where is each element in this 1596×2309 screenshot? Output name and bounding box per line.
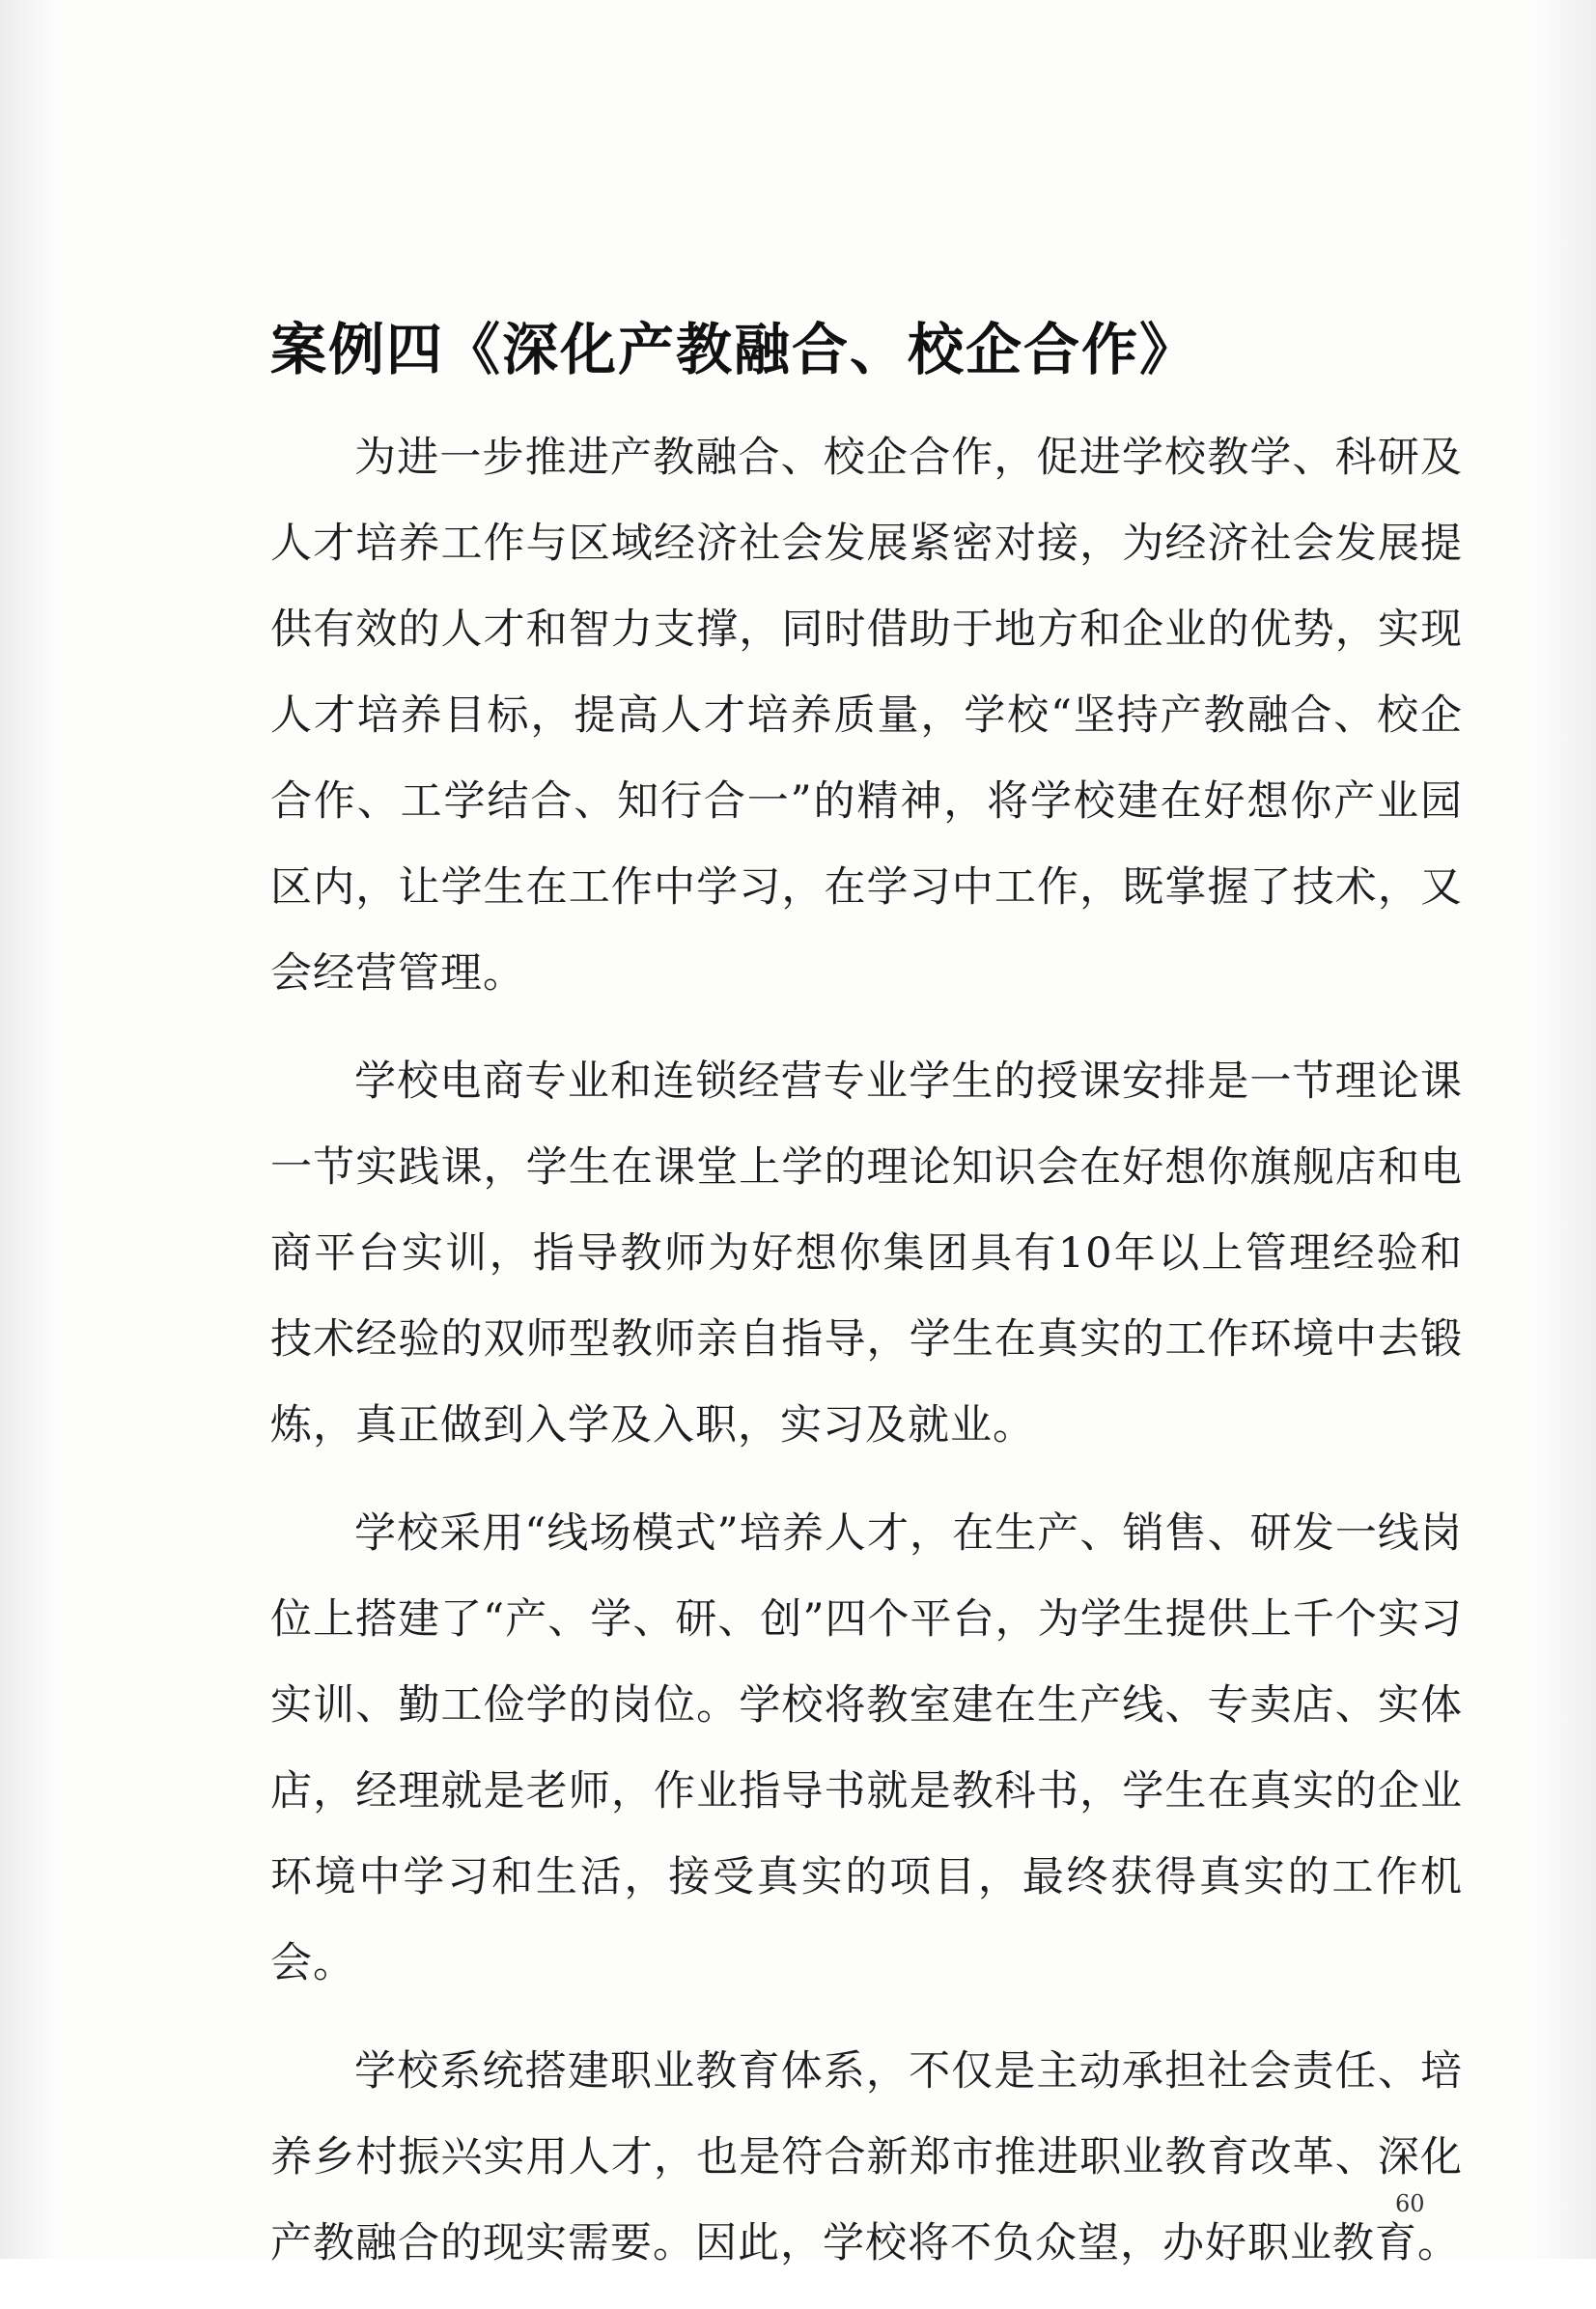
- scan-right-shadow: [1528, 0, 1596, 2259]
- paragraph-2: 学校电商专业和连锁经营专业学生的授课安排是一节理论课一节实践课，学生在课堂上学的理论知识会在好想你旗舰店和电商平台实训，指导教师为好想你集团具有10年以上管理经验和技术经验的双师型教师亲自指导，学生在真实的工作环境中去锻炼，真正做到入学及入职，实习及就业。: [270, 1057, 1463, 1450]
- document-title: 案例四《深化产教融合、校企合作》: [270, 317, 1198, 382]
- paragraph-1: 为进一步推进产教融合、校企合作，促进学校教学、科研及人才培养工作与区域经济社会发展紧密对接，为经济社会发展提供有效的人才和智力支撑，同时借助于地方和企业的优势，实现人才培养目标，提高人才培养质量，学校“坚持产教融合、校企合作、工学结合、知行合一”的精神，将学校建在好想你产业园区内，让学生在工作中学习，在学习中工作，既掌握了技术，又会经营管理。: [270, 434, 1463, 998]
- document-body: [270, 415, 1463, 2309]
- page-number: 60: [1395, 2190, 1425, 2217]
- scan-left-shadow: [0, 0, 58, 2259]
- paragraph-3: 学校采用“线场模式”培养人才，在生产、销售、研发一线岗位上搭建了“产、学、研、创”四个平台，为学生提供上千个实习实训、勤工俭学的岗位。学校将教室建在生产线、专卖店、实体店，经理就是老师，作业指导书就是教科书，学生在真实的企业环境中学习和生活，接受真实的项目，最终获得真实的工作机会。: [270, 1509, 1463, 1987]
- paragraph-4: 学校系统搭建职业教育体系，不仅是主动承担社会责任、培养乡村振兴实用人才，也是符合新郑市推进职业教育改革、深化产教融合的现实需要。因此，学校将不负众望，办好职业教育。: [270, 2047, 1463, 2267]
